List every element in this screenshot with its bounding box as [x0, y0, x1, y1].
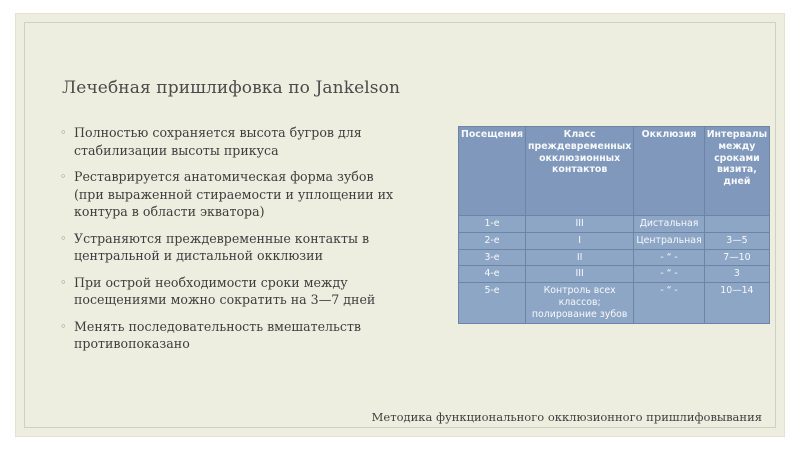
table-cell: 5-е: [459, 283, 526, 323]
bullet-marker-icon: ◦: [60, 170, 67, 183]
header-contact-class: Класс преждевременных окклюзионных контактов: [526, 127, 634, 216]
header-occlusion: Окклюзия: [634, 127, 704, 216]
table-cell: 1-е: [459, 216, 526, 233]
table-cell: I: [526, 232, 634, 249]
slide: [16, 14, 784, 436]
table-header-row: [459, 127, 770, 216]
table-cell: Дистальная: [634, 216, 704, 233]
header-visits: Посещения: [459, 127, 526, 216]
table-cell: 2-е: [459, 232, 526, 249]
bullet-text: При острой необходимости сроки между посещениями можно сократить на 3—7 дней: [74, 274, 376, 307]
table-cell: III: [526, 216, 634, 233]
table-cell: 7—10: [704, 249, 769, 266]
table-cell: 3-е: [459, 249, 526, 266]
table-row: [459, 232, 770, 249]
slide-caption: Методика функционального окклюзионного пришлифовывания: [371, 410, 762, 424]
bullet-marker-icon: ◦: [60, 319, 67, 333]
bullet-marker-icon: ◦: [60, 275, 67, 289]
bullet-marker-icon: ◦: [60, 126, 67, 139]
header-interval: Интервалы между сроками визита, дней: [704, 127, 769, 216]
table-cell: - “ -: [634, 283, 704, 323]
table-cell: II: [526, 249, 634, 266]
slide-title: Лечебная пришлифовка по Jankelson: [62, 78, 401, 98]
table-cell: 3: [704, 266, 769, 283]
bullet-item: [60, 318, 400, 353]
table-row: [459, 249, 770, 266]
table-cell: III: [526, 266, 634, 283]
table-cell: 3—5: [704, 232, 769, 249]
table-cell: 10—14: [704, 283, 769, 323]
bullet-text: Полностью сохраняется высота бугров для стабилизации высоты прикуса: [74, 125, 362, 158]
table-cell: [704, 216, 769, 233]
table-row: [459, 283, 770, 323]
visits-table: [458, 126, 770, 324]
table-cell: 4-е: [459, 266, 526, 283]
table-cell: - “ -: [634, 266, 704, 283]
bullet-text: Реставрируется анатомическая форма зубов (при выраженной стираемости и уплощении их контура в области экватора): [74, 169, 394, 219]
table-cell: Контроль всех классов; полирование зубов: [526, 283, 634, 323]
bullet-item: [60, 230, 400, 265]
table-cell: Центральная: [634, 232, 704, 249]
table-row: [459, 216, 770, 233]
bullet-marker-icon: ◦: [60, 231, 67, 245]
bullet-list: [60, 124, 400, 362]
table-row: [459, 266, 770, 283]
bullet-item: [60, 124, 400, 159]
bullet-item: [60, 168, 400, 221]
bullet-text: Устраняются преждевременные контакты в центральной и дистальной окклюзии: [74, 230, 370, 263]
bullet-item: [60, 274, 400, 309]
table-cell: - “ -: [634, 249, 704, 266]
bullet-text: Менять последовательность вмешательств противопоказано: [74, 318, 362, 351]
